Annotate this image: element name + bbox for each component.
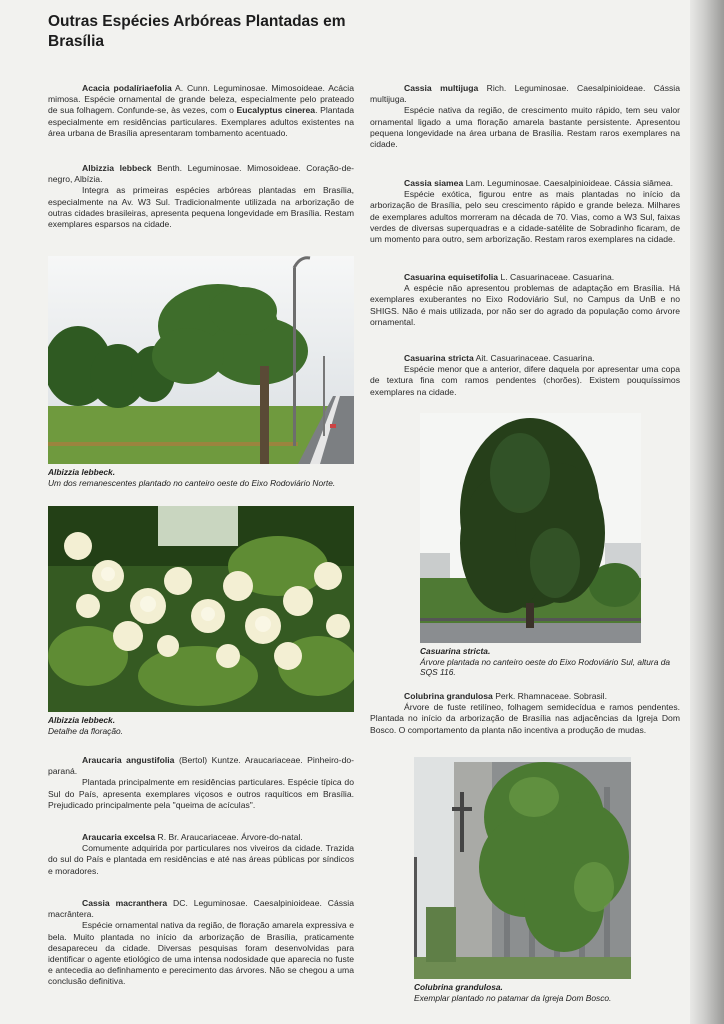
entry-body-sci: Eucalyptus cinerea [236,105,316,116]
caption-title: Colubrina grandulosa. [414,982,503,992]
photo-albizzia-flowers [48,506,354,712]
entry-body: Espécie exótica, figurou entre as mais plantadas no início da arborização de Brasília, pelo seu crescimento rápido e grande beleza. Milhares de exemplares adultos morreram na década de 70. Vias, como a W3 Sul, faixas verdes de diversas superquadras e a cidade-satélite de Sobradinho ficaram, de um momento para outro, sem arborização. Restam raros exemplares na cidade. [370,189,680,245]
entry-sci-name: Casuarina stricta [404,353,474,363]
caption-casuarina-stricta [420,646,680,678]
photo-albizzia-road [48,256,354,464]
entry-taxonomy: A. Cunn. Leguminosae. Mimosoideae. Acácia mimosa. [48,83,354,105]
caption-title: Albizzia lebbeck. [48,715,116,725]
entry-sci-name: Albizzia lebbeck [82,163,152,173]
entry-colubrina-grandulosa [370,691,680,736]
caption-albizzia-flowers [48,715,354,736]
entry-taxonomy: DC. Leguminosae. Caesalpinioideae. Cássia macrântera. [48,898,355,920]
entry-body: Árvore de fuste retilíneo, folhagem semidecídua e ramos pendentes. Plantada no início da arborização de Brasília nas adjacências da Igreja Dom Bosco. O comportamento da planta não incentiva a produção de mudas. [370,702,680,735]
entry-body: Espécie ornamental de grande beleza, especialmente pelo prateado de sua folhagem. Confunde-se, às vezes, com o [48,94,354,116]
entry-cassia-macranthera [48,898,354,988]
entry-cassia-siamea [370,178,680,245]
entry-taxonomy: Ait. Casuarinaceae. Casuarina. [473,353,595,363]
entry-taxonomy: (Bertol) Kuntze. Araucariaceae. Pinheiro-do-paraná. [48,755,354,777]
entry-body: Espécie menor que a anterior, difere daquela por apresentar uma copa de textura fina com ramos pendentes (chorões). Existem pouquíssimos exemplares na cidade. [370,364,680,397]
entry-sci-name: Araucaria excelsa [82,832,156,842]
page-edge-shadow [690,0,724,1024]
entry-casuarina-stricta [370,353,680,398]
page-title: Outras Espécies Arbóreas Plantadas em Brasília [48,13,346,50]
caption-text: Exemplar plantado no patamar da Igreja Dom Bosco. [414,992,612,1003]
entry-taxonomy: Benth. Leguminosae. Mimosoideae. Coração-de-negro, Albízia. [48,163,354,185]
entry-cassia-multijuga [370,83,680,150]
entry-body: A espécie não apresentou problemas de adaptação em Brasília. Há exemplares exuberantes no Eixo Rodoviário Sul, no Campus da UnB e no SHIGS. Não é mais utilizada, por não ser do agrado da população como árvore ornamental. [370,283,680,327]
caption-text: Detalhe da floração. [48,725,123,736]
entry-body: Espécie nativa da região, de crescimento muito rápido, tem seu valor ornamental ligado a uma floração amarela bastante persistente. Apresentou pequena longevidade na área urbana de Brasília. Restam raros exemplares na cidade. [370,105,680,150]
entry-taxonomy: Rich. Leguminosae. Caesalpinioideae. Cássia multijuga. [370,83,680,105]
photo-casuarina-stricta [420,413,641,643]
entry-sci-name: Colubrina grandulosa [404,691,493,701]
caption-title: Casuarina stricta. [420,646,491,656]
entry-body: Comumente adquirida por particulares nos viveiros da cidade. Trazida do sul do País e plantada em residências e até nas áreas públicas por síndicos e moradores. [48,843,354,876]
entry-taxonomy: Lam. Leguminosae. Caesalpinioideae. Cássia siâmea. [463,178,673,188]
entry-body-cont: . Plantada especialmente em residências particulares. Exemplares adultos existentes na área urbana de Brasília apresentaram tombamento acentuado. [48,105,355,138]
entry-casuarina-equisetifolia [370,272,680,328]
entry-sci-name: Araucaria angustifolia [82,755,175,765]
entry-body: Espécie ornamental nativa da região, de floração amarela expressiva e bela. Muito plantada no início da arborização de Brasília, praticamente desapareceu da cidade. Diversas pesquisas foram desenvolvidas para identificar o agente etiológico de uma intensa nodosidade que aparecia no fuste e antecedia ao definhamento e perecimento das árvores. Não se chegou a uma conclusão definitiva. [48,920,354,987]
entry-body: Integra as primeiras espécies arbóreas plantadas em Brasília, especialmente na Av. W3 Sul. Tradicionalmente utilizada na arborização de outras cidades brasileiras, apresenta pequena longevidade em Brasília. Restam exemplares esparsos na cidade. [48,185,354,230]
entry-taxonomy: R. Br. Araucariaceae. Árvore-do-natal. [155,832,303,842]
entry-sci-name: Casuarina equisetifolia [404,272,499,282]
entry-taxonomy: L. Casuarinaceae. Casuarina. [498,272,615,282]
entry-albizzia-lebbeck [48,163,354,230]
caption-text: Um dos remanescentes plantado no canteiro oeste do Eixo Rodoviário Norte. [48,477,336,488]
entry-sci-name: Cassia macranthera [82,898,168,908]
entry-sci-name: Cassia multijuga [404,83,479,93]
entry-sci-name: Cassia siamea [404,178,464,188]
entry-taxonomy: Perk. Rhamnaceae. Sobrasil. [492,691,607,701]
entry-sci-name: Acacia podalíriaefolia [82,83,172,93]
caption-albizzia-road [48,467,354,488]
entry-body: Plantada principalmente em residências particulares. Espécie típica do Sul do País, apresenta exemplares viçosos e outros raquíticos em Brasília. Prejudicado principalmente pela "queima de acículas". [48,777,354,810]
caption-title: Albizzia lebbeck. [48,467,116,477]
entry-acacia-podaliriaefolia [48,83,354,139]
photo-colubrina-church [414,757,631,979]
entry-araucaria-excelsa [48,832,354,877]
caption-colubrina-grandulosa [414,982,674,1003]
entry-araucaria-angustifolia [48,755,354,811]
caption-text: Árvore plantada no canteiro oeste do Eixo Rodoviário Sul, altura da SQS 116. [420,656,671,677]
